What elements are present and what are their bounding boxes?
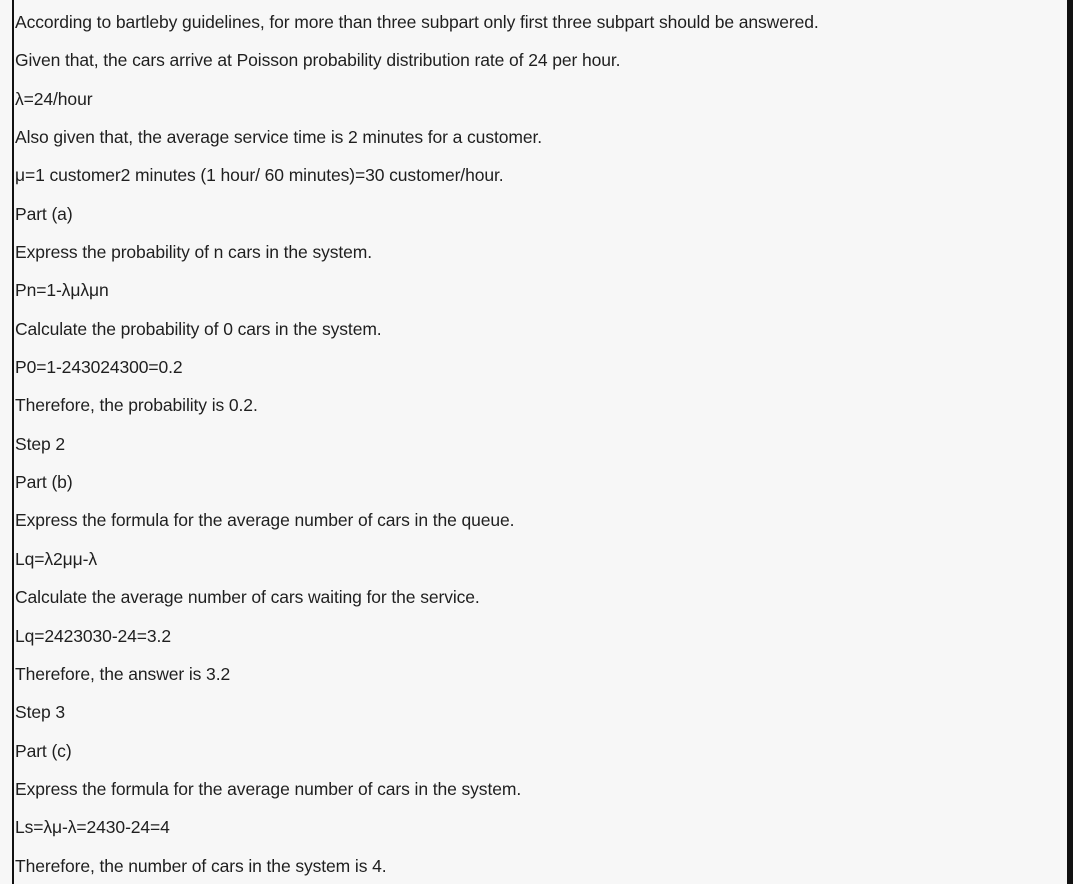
part-c-instruction: Express the formula for the average number of cars in the system.: [15, 778, 522, 799]
part-b-instruction: Express the formula for the average number of cars in the queue.: [15, 510, 515, 531]
lambda-value: λ=24/hour: [15, 88, 93, 109]
pn-formula: Pn=1-λμλμn: [15, 280, 109, 301]
step-2-heading: Step 2: [15, 433, 65, 454]
part-a-heading: Part (a): [15, 203, 73, 224]
guideline-note: According to bartleby guidelines, for more than three subpart only first three subpart should be answered.: [15, 12, 819, 32]
part-b-answer: Therefore, the answer is 3.2: [15, 663, 231, 684]
part-c-answer: Therefore, the number of cars in the system is 4.: [15, 855, 387, 876]
given-arrival-rate: Given that, the cars arrive at Poisson probability distribution rate of 24 per hour.: [15, 50, 621, 71]
lq-formula: Lq=λ2μμ-λ: [15, 548, 98, 569]
lq-calculation: Lq=2423030-24=3.2: [15, 625, 171, 646]
part-a-answer: Therefore, the probability is 0.2.: [15, 395, 258, 416]
p0-calculation: P0=1-243024300=0.2: [15, 357, 183, 378]
left-border: [12, 0, 14, 884]
right-margin: [1073, 0, 1080, 884]
given-service-time: Also given that, the average service time is 2 minutes for a customer.: [15, 127, 542, 148]
part-b-heading: Part (b): [15, 472, 73, 493]
part-c-heading: Part (c): [15, 740, 72, 761]
part-a-instruction: Express the probability of n cars in the system.: [15, 242, 373, 263]
solution-text: [15, 4, 1063, 886]
step-3-heading: Step 3: [15, 702, 65, 723]
p0-instruction: Calculate the probability of 0 cars in the system.: [15, 318, 382, 339]
mu-value: μ=1 customer2 minutes (1 hour/ 60 minutes)=30 customer/hour.: [15, 165, 504, 186]
ls-calculation: Ls=λμ-λ=2430-24=4: [15, 817, 170, 838]
lq-instruction: Calculate the average number of cars waiting for the service.: [15, 587, 480, 608]
